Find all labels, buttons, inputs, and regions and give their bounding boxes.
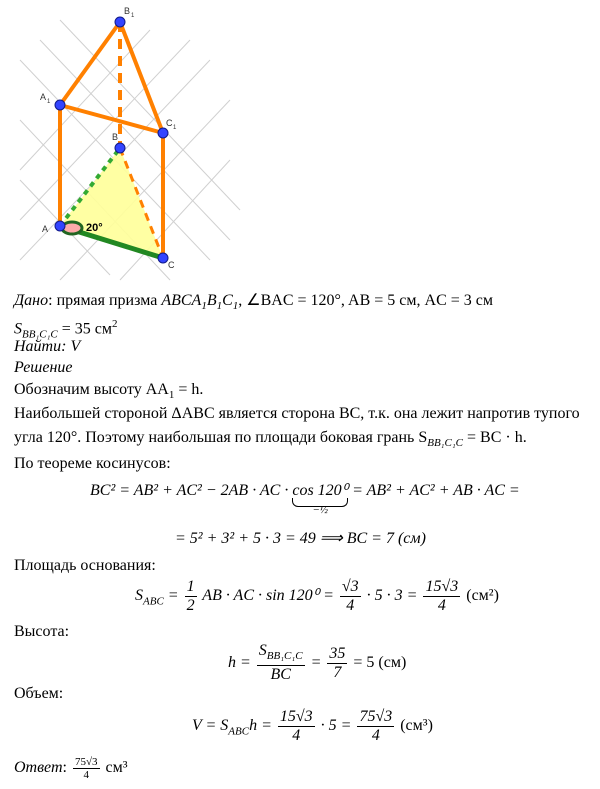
frac-sqrt3-den: 4 xyxy=(346,597,355,614)
angle-label: 20° xyxy=(86,222,103,234)
base-mid: AB · AC · sin 120⁰ = xyxy=(202,587,334,605)
cosine-rhs: = AB² + AC² + AB · AC = xyxy=(352,482,520,499)
base-lhs-sub: ABC xyxy=(143,595,164,608)
base-area-title: Площадь основания: xyxy=(14,557,156,574)
given-area-line: $S_{BB_1C_1C} = 35$ $см^2$ xyxy=(14,318,118,341)
step-largest-face xyxy=(14,428,527,453)
label-b1-sub: 1 xyxy=(131,13,135,19)
area-sub: BB₁C₁C xyxy=(22,328,58,341)
label-b: B xyxy=(112,132,119,142)
area-rhs: = 35 см xyxy=(57,320,113,338)
cos-half: −½ xyxy=(312,504,329,516)
face-sub: BB₁C₁C xyxy=(427,437,463,450)
frac35-den: 7 xyxy=(333,663,342,681)
frac75-den: 4 xyxy=(371,727,380,744)
volume-lhs: V = S xyxy=(192,717,229,735)
step-height-end: = h. xyxy=(174,381,204,398)
find-label: Найти xyxy=(14,338,62,355)
area-lhs: S xyxy=(14,320,22,338)
frac15b-den: 4 xyxy=(292,727,301,744)
cosine-result: = 5² + 3² + 5 · 3 = 49 ⟹ BC = 7 (см) xyxy=(175,530,426,547)
given-rest: , ∠BAC = 120°, AB = 5 см, AC = 3 см xyxy=(238,292,493,309)
frac-75sqrt3-4 xyxy=(357,708,394,745)
cosine-title: По теореме косинусов: xyxy=(14,455,171,472)
cosine-equation xyxy=(90,480,520,516)
frac-15sqrt3-4-b xyxy=(278,708,315,745)
height-equation xyxy=(228,642,406,684)
frac-half-den: 2 xyxy=(186,597,195,614)
step-largest-face-text: угла 120°. Поэтому наибольшая по площади боковая грань S xyxy=(14,429,428,446)
cosine-lhs: BC² = AB² + AC² − 2AB · AC · xyxy=(90,482,289,499)
volume-title: Объем: xyxy=(14,685,64,702)
cos-term-brace xyxy=(292,480,349,516)
prism-name: ABCA xyxy=(161,292,202,309)
eq-sign: = xyxy=(167,587,179,605)
cos-term: cos 120⁰ xyxy=(292,482,349,499)
volume-unit: (см³) xyxy=(400,717,433,735)
frac-half xyxy=(185,578,197,615)
frac-35-7 xyxy=(327,645,347,682)
frac-area-den: BC xyxy=(270,666,291,684)
volume-lhs-sub: ABC xyxy=(228,725,250,738)
frac-area-sub: BB₁C₁C xyxy=(266,650,303,663)
answer-line: Ответ: $\frac{75√3}{4}$ см³ xyxy=(14,756,128,781)
eq-sign: = xyxy=(310,653,322,671)
height-lhs: h = xyxy=(228,653,251,671)
find-var: : V xyxy=(61,338,81,355)
frac-area-bc xyxy=(257,642,305,684)
answer-num: 75√3 xyxy=(74,756,98,768)
frac75-num: 75√3 xyxy=(359,708,393,725)
mult-5: · 5 = xyxy=(320,717,352,735)
given-label: Дано xyxy=(14,292,49,309)
frac15b-num: 15√3 xyxy=(279,708,313,725)
frac-15sqrt3-4 xyxy=(423,578,460,615)
solution-label: Решение xyxy=(14,359,73,376)
answer-unit: см³ xyxy=(105,759,128,777)
label-b1: B xyxy=(124,6,131,16)
frac-sqrt3-4 xyxy=(340,578,361,615)
frac15-num: 15√3 xyxy=(425,578,459,595)
find-line xyxy=(14,337,80,357)
given-text: : прямая призма xyxy=(48,292,162,309)
prism-figure xyxy=(0,0,600,285)
volume-equation: $V = S_{ABC}h$ = $\frac{15√3}{4}$ · 5 = $\frac{75√3}{4}$ (см³) xyxy=(192,708,433,744)
label-a: A xyxy=(42,224,49,234)
label-a1-sub: 1 xyxy=(47,99,51,105)
answer-label: Ответ xyxy=(14,759,63,777)
base-lhs: S xyxy=(135,587,143,605)
answer-fraction xyxy=(73,756,100,781)
mult-5-3: · 5 · 3 = xyxy=(366,587,418,605)
height-result: = 5 (см) xyxy=(353,653,407,671)
answer-den: 4 xyxy=(83,769,89,781)
step-largest-side: Наибольшей стороной ΔABC является сторона BC, т.к. она лежит напротив тупого xyxy=(14,405,580,422)
frac-half-num: 1 xyxy=(186,578,195,595)
frac15-den: 4 xyxy=(437,597,446,614)
base-unit: (см²) xyxy=(466,587,499,605)
step-largest-face-end: = BC · h. xyxy=(463,429,527,446)
label-a1: A xyxy=(40,92,47,102)
height-title: Высота: xyxy=(14,623,70,640)
step-height-text: Обозначим высоту AA xyxy=(14,381,169,398)
frac-sqrt3-num: √3 xyxy=(341,578,359,595)
label-c1-sub: 1 xyxy=(173,125,177,131)
step-height: Обозначим высоту $AA_1 = h$. xyxy=(14,381,204,402)
frac-area-num: $S_{BB_1C_1C}$ xyxy=(257,642,305,666)
given-line: Дано: прямая призма $ABCA_1B_1C_1$, ∠BAC = 120°, AB = 5 см, AC = 3 см xyxy=(14,292,493,313)
base-area-equation xyxy=(135,578,499,615)
frac35-num: 35 xyxy=(329,644,346,662)
label-c1: C xyxy=(166,118,173,128)
label-c: C xyxy=(168,260,175,270)
